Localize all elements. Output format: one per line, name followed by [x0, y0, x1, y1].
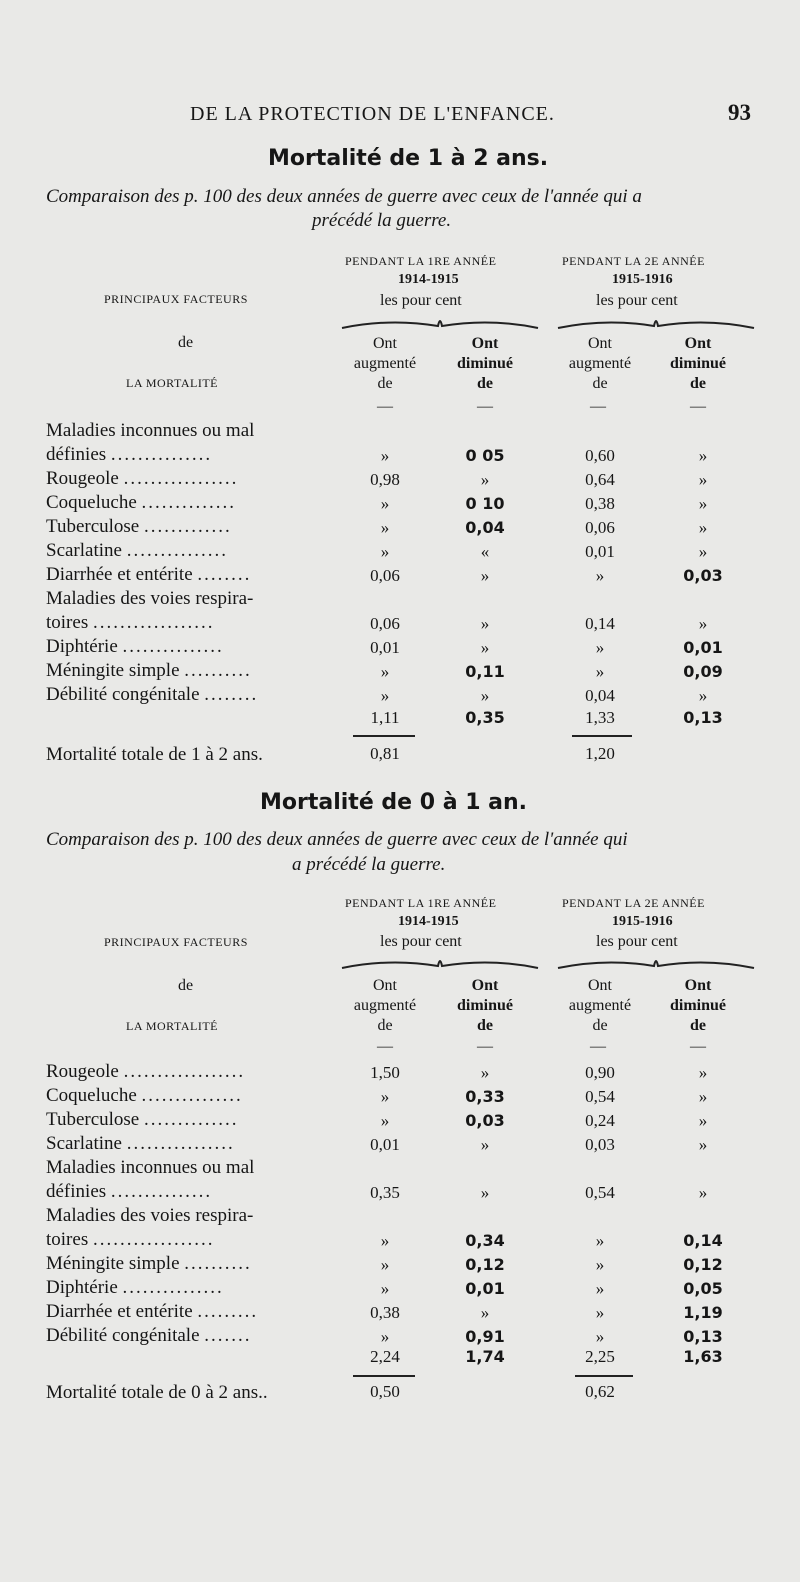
table-cell: »	[595, 662, 605, 681]
row-label: Coqueluche ..............	[46, 492, 237, 513]
total-rule	[575, 1375, 633, 1377]
dot-leader: ........	[197, 564, 252, 585]
row-label: Diarrhée et entérite ........	[46, 564, 252, 585]
row-label: Tuberculose ..............	[46, 1109, 239, 1130]
table-cell: 0,38	[370, 1303, 400, 1322]
table-cell: »	[380, 1327, 390, 1346]
page-number: 93	[728, 100, 751, 125]
col-increase-y1: Ont augmenté de	[353, 335, 417, 392]
factors-heading-mortality: LA MORTALITÉ	[126, 376, 218, 390]
column-total: 0,13	[683, 708, 723, 727]
table-cell: »	[480, 1063, 490, 1082]
row-label: Débilité congénitale .......	[46, 1325, 252, 1346]
year1-years: 1914-1915	[398, 272, 459, 287]
table-cell: 0,03	[465, 1111, 505, 1130]
dot-leader: ..........	[184, 660, 252, 681]
table-cell: »	[698, 494, 708, 513]
dot-leader: ...............	[122, 1277, 224, 1298]
factors-heading-de: de	[178, 977, 194, 994]
year1-brace	[340, 954, 540, 972]
year2-subheading: les pour cent	[596, 292, 678, 309]
dash: —	[590, 1038, 606, 1055]
section-title: Mortalité de 1 à 2 ans.	[268, 146, 549, 171]
table-cell: 0,06	[370, 566, 400, 585]
dot-leader: ...............	[110, 1181, 213, 1202]
row-label: Scarlatine ...............	[46, 540, 228, 561]
table-cell: »	[698, 542, 708, 561]
dot-leader: ..................	[92, 612, 215, 633]
table-cell: »	[698, 1063, 708, 1082]
table-cell: »	[480, 1303, 490, 1322]
table-cell: »	[480, 1183, 490, 1202]
dot-leader: ..................	[92, 1229, 215, 1250]
dot-leader: ........	[204, 684, 259, 705]
dash: —	[377, 1038, 393, 1055]
table-cell: 0,01	[370, 1135, 400, 1154]
table-cell: 0,03	[683, 566, 723, 585]
row-label: Diphtérie ...............	[46, 1277, 224, 1298]
table-cell: 0,04	[585, 686, 615, 705]
year2-brace	[556, 954, 756, 972]
column-total: 1,74	[465, 1347, 505, 1366]
table-cell: 0,12	[465, 1255, 505, 1274]
row-label: Rougeole ..................	[46, 1061, 246, 1082]
total-value-y2: 1,20	[585, 744, 615, 763]
table-cell: »	[380, 446, 390, 465]
row-label: Tuberculose .............	[46, 516, 232, 537]
table-cell: »	[698, 1183, 708, 1202]
table-cell: »	[595, 1279, 605, 1298]
table-cell: 0,35	[370, 1183, 400, 1202]
total-rule	[572, 735, 632, 737]
table-cell: 0 05	[465, 446, 505, 465]
col-decrease-y1: Ont diminué de	[456, 335, 513, 392]
total-rule	[353, 735, 415, 737]
table-cell: »	[380, 542, 390, 561]
year2-years: 1915-1916	[612, 272, 673, 287]
row-label: définies ...............	[46, 444, 213, 465]
table-cell: »	[595, 1231, 605, 1250]
running-head: DE LA PROTECTION DE L'ENFANCE.	[190, 103, 555, 125]
column-total: 1,33	[585, 708, 615, 727]
table-cell: 0,24	[585, 1111, 615, 1130]
year2-brace	[556, 314, 756, 332]
table-cell: »	[595, 1303, 605, 1322]
table-cell: 0,91	[465, 1327, 505, 1346]
table-cell: 0,01	[683, 638, 723, 657]
dot-leader: ...............	[141, 1085, 243, 1106]
dash: —	[477, 398, 493, 415]
table-cell: 1,50	[370, 1063, 400, 1082]
table-cell: »	[380, 494, 390, 513]
table-cell: »	[698, 446, 708, 465]
section-title: Mortalité de 0 à 1 an.	[260, 790, 528, 815]
year2-title: PENDANT LA 2E ANNÉE	[562, 896, 705, 910]
row-label: toires ..................	[46, 1229, 215, 1250]
table-cell: «	[480, 542, 490, 561]
column-total: 2,25	[585, 1347, 615, 1366]
table-cell: »	[380, 1111, 390, 1130]
row-label: Maladies des voies respira-	[46, 588, 254, 609]
table-cell: 0,06	[585, 518, 615, 537]
dot-leader: ...............	[122, 636, 224, 657]
dot-leader: .........	[197, 1301, 259, 1322]
col-decrease-y2: Ont diminué de	[669, 335, 726, 392]
dash: —	[690, 398, 706, 415]
dash: —	[690, 1038, 706, 1055]
col-decrease-y2: Ont diminué de	[669, 977, 726, 1034]
row-label: Maladies inconnues ou mal	[46, 1157, 255, 1178]
table-cell: »	[480, 638, 490, 657]
column-total: 1,11	[370, 708, 400, 727]
factors-heading-de: de	[178, 334, 194, 351]
table-cell: 0,01	[370, 638, 400, 657]
year1-subheading: les pour cent	[380, 933, 462, 950]
total-label: Mortalité totale de 0 à 2 ans..	[46, 1382, 268, 1403]
table-cell: 0,11	[465, 662, 505, 681]
table-cell: 0,33	[465, 1087, 505, 1106]
table-cell: 0,34	[465, 1231, 505, 1250]
year2-subheading: les pour cent	[596, 933, 678, 950]
total-value-y1: 0,50	[370, 1382, 400, 1401]
table-cell: »	[595, 638, 605, 657]
dot-leader: ..............	[141, 492, 237, 513]
row-label: définies ...............	[46, 1181, 213, 1202]
table-cell: 0,54	[585, 1087, 615, 1106]
table-cell: 0,13	[683, 1327, 723, 1346]
year1-years: 1914-1915	[398, 914, 459, 929]
table-cell: 0,98	[370, 470, 400, 489]
dash: —	[477, 1038, 493, 1055]
dot-leader: .................	[123, 468, 239, 489]
dash: —	[377, 398, 393, 415]
dot-leader: .......	[204, 1325, 252, 1346]
column-total: 0,35	[465, 708, 505, 727]
row-label: Méningite simple ..........	[46, 1253, 252, 1274]
section-subtitle-line1: Comparaison des p. 100 des deux années de guerre avec ceux de l'année qui	[46, 829, 628, 850]
table-cell: 0,54	[585, 1183, 615, 1202]
col-increase-y2: Ont augmenté de	[568, 977, 632, 1034]
factors-heading-mortality: LA MORTALITÉ	[126, 1019, 218, 1033]
col-increase-y2: Ont augmenté de	[568, 335, 632, 392]
table-cell: »	[380, 518, 390, 537]
row-label: Coqueluche ...............	[46, 1085, 243, 1106]
table-cell: »	[595, 566, 605, 585]
table-cell: 0,90	[585, 1063, 615, 1082]
factors-heading: PRINCIPAUX FACTEURS	[104, 292, 248, 306]
table-cell: 0,04	[465, 518, 505, 537]
table-cell: 0 10	[465, 494, 505, 513]
table-cell: »	[380, 686, 390, 705]
table-cell: 0,12	[683, 1255, 723, 1274]
section-subtitle-line1: Comparaison des p. 100 des deux années de guerre avec ceux de l'année qui a	[46, 186, 642, 207]
row-label: Rougeole .................	[46, 468, 239, 489]
col-decrease-y1: Ont diminué de	[456, 977, 513, 1034]
year1-brace	[340, 314, 540, 332]
section-subtitle-line2: précédé la guerre.	[312, 210, 452, 231]
section-subtitle-line2: a précédé la guerre.	[292, 854, 446, 875]
table-cell: 0,38	[585, 494, 615, 513]
row-label: Maladies des voies respira-	[46, 1205, 254, 1226]
table-cell: 0,05	[683, 1279, 723, 1298]
table-cell: »	[698, 1135, 708, 1154]
table-cell: »	[480, 566, 490, 585]
table-cell: »	[698, 686, 708, 705]
row-label: Maladies inconnues ou mal	[46, 420, 255, 441]
dot-leader: .............	[144, 516, 232, 537]
table-cell: »	[480, 470, 490, 489]
table-cell: »	[480, 686, 490, 705]
table-cell: 1,19	[683, 1303, 723, 1322]
total-label: Mortalité totale de 1 à 2 ans.	[46, 744, 263, 765]
factors-heading: PRINCIPAUX FACTEURS	[104, 935, 248, 949]
table-cell: »	[698, 1111, 708, 1130]
table-cell: »	[698, 1087, 708, 1106]
table-cell: »	[595, 1255, 605, 1274]
table-cell: »	[480, 614, 490, 633]
year2-title: PENDANT LA 2E ANNÉE	[562, 254, 705, 268]
row-label: Débilité congénitale ........	[46, 684, 259, 705]
table-cell: »	[380, 1231, 390, 1250]
table-cell: »	[380, 1087, 390, 1106]
table-cell: 0,14	[585, 614, 615, 633]
dot-leader: ................	[126, 1133, 235, 1154]
row-label: Diphtérie ...............	[46, 636, 224, 657]
table-cell: 0,14	[683, 1231, 723, 1250]
table-cell: 0,01	[465, 1279, 505, 1298]
total-value-y2: 0,62	[585, 1382, 615, 1401]
dash: —	[590, 398, 606, 415]
column-total: 2,24	[370, 1347, 400, 1366]
year2-years: 1915-1916	[612, 914, 673, 929]
dot-leader: ..........	[184, 1253, 252, 1274]
row-label: Scarlatine ................	[46, 1133, 235, 1154]
dot-leader: ..................	[123, 1061, 246, 1082]
table-cell: »	[380, 1255, 390, 1274]
table-cell: »	[480, 1135, 490, 1154]
table-cell: 0,03	[585, 1135, 615, 1154]
year1-subheading: les pour cent	[380, 292, 462, 309]
row-label: toires ..................	[46, 612, 215, 633]
table-cell: 0,64	[585, 470, 615, 489]
col-increase-y1: Ont augmenté de	[353, 977, 417, 1034]
column-total: 1,63	[683, 1347, 723, 1366]
dot-leader: ...............	[110, 444, 213, 465]
year1-title: PENDANT LA 1RE ANNÉE	[345, 254, 497, 268]
table-cell: »	[595, 1327, 605, 1346]
table-cell: 0,06	[370, 614, 400, 633]
table-cell: »	[698, 614, 708, 633]
table-cell: 0,09	[683, 662, 723, 681]
year1-title: PENDANT LA 1RE ANNÉE	[345, 896, 497, 910]
dot-leader: ...............	[126, 540, 228, 561]
row-label: Diarrhée et entérite .........	[46, 1301, 259, 1322]
table-cell: 0,01	[585, 542, 615, 561]
table-cell: »	[380, 1279, 390, 1298]
row-label: Méningite simple ..........	[46, 660, 252, 681]
table-cell: 0,60	[585, 446, 615, 465]
table-cell: »	[380, 662, 390, 681]
total-value-y1: 0,81	[370, 744, 400, 763]
table-cell: »	[698, 518, 708, 537]
dot-leader: ..............	[144, 1109, 239, 1130]
total-rule	[353, 1375, 415, 1377]
table-cell: »	[698, 470, 708, 489]
